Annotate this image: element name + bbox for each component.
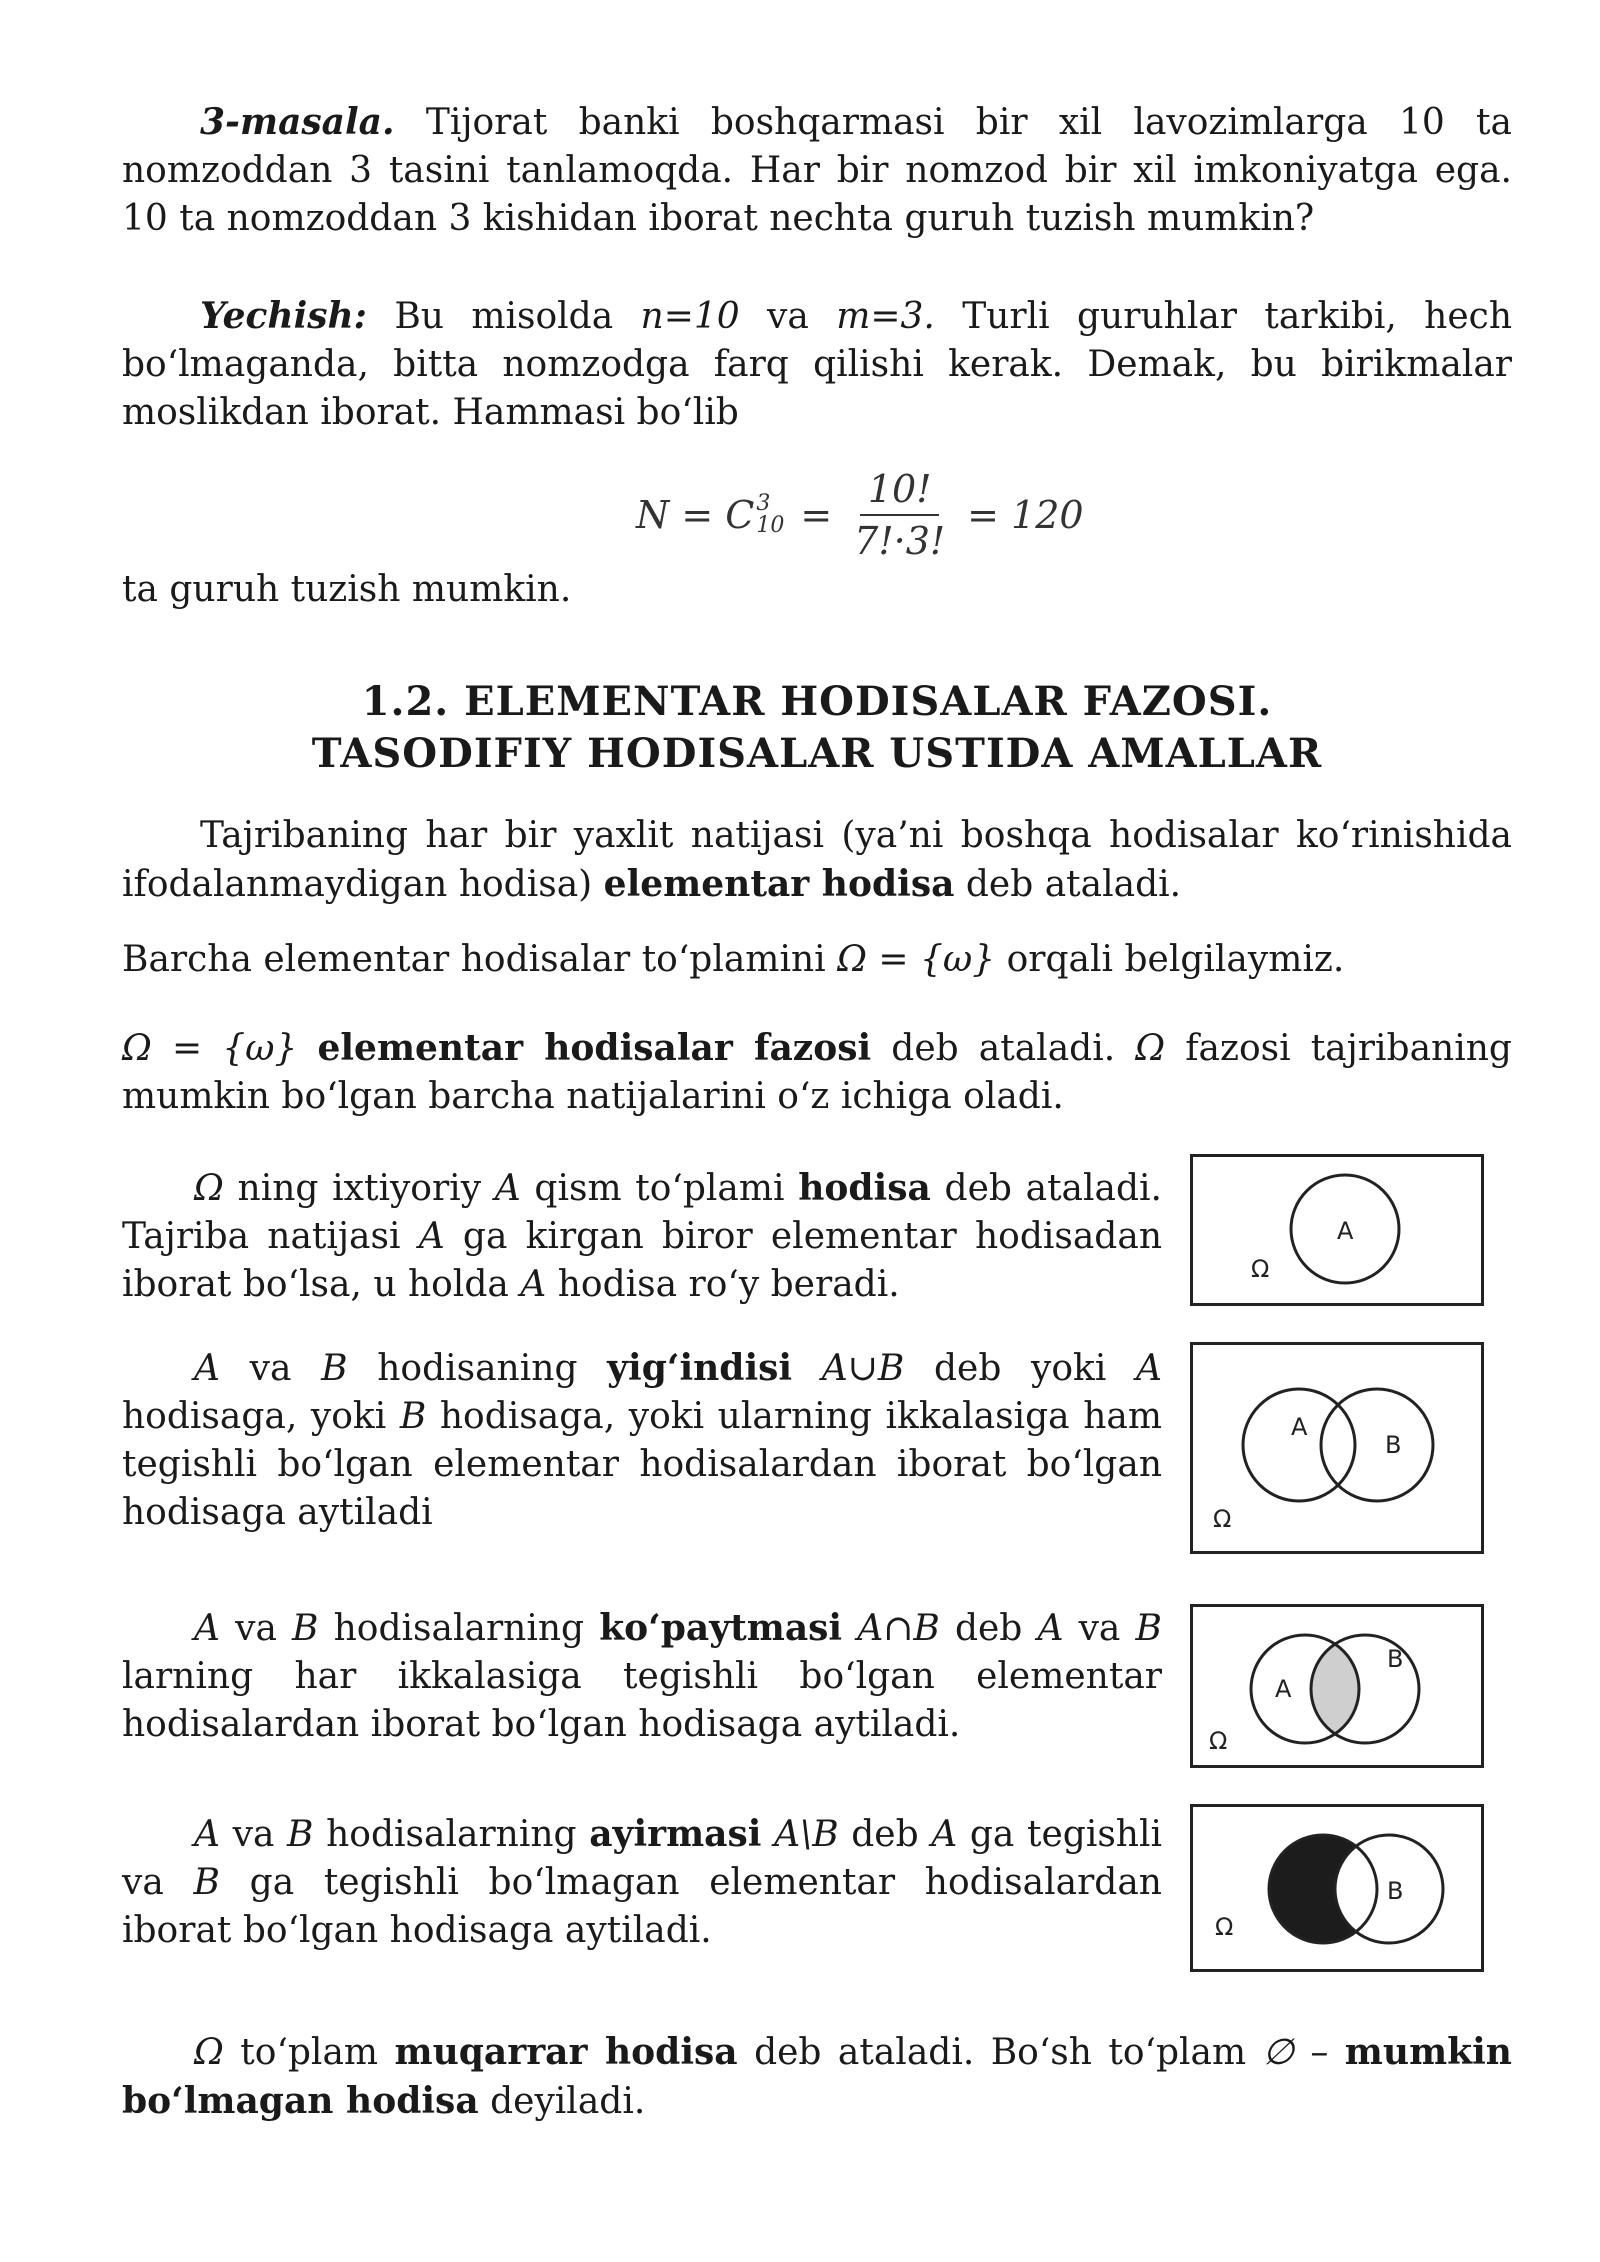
label-omega: Ω [1215, 1913, 1234, 1941]
problem-label: 3-masala. [200, 101, 395, 143]
formula-sup: 3 [756, 491, 771, 516]
label-a: A [1275, 1675, 1292, 1703]
n-value: n=10 [640, 296, 740, 337]
p4-omega: Ω [194, 1168, 224, 1209]
formula-result: = 120 [967, 493, 1084, 537]
label-omega: Ω [1209, 1727, 1228, 1755]
p5-text-d: hodisaga, yoki [122, 1396, 387, 1437]
p8-text-a: to‘plam [240, 2032, 379, 2073]
p8-dash: – [1310, 2032, 1329, 2073]
p5-text-b: hodisaning [377, 1348, 578, 1389]
p2-omega-symbol: Ω = {ω} [837, 939, 996, 980]
p3-text-c: deb ataladi. [891, 1028, 1116, 1069]
label-b: B [1387, 1877, 1404, 1905]
p6-term: ko‘paytmasi [599, 1607, 843, 1649]
formula-sub: 10 [756, 513, 785, 538]
p4-var-a2: A [418, 1216, 445, 1257]
solution-paragraph [122, 292, 1512, 437]
p3-omega-symbol-2: Ω [1135, 1028, 1166, 1069]
p3-text-d: fazosi tajribaning mumkin bo‘lgan barcha natijalarini o‘z ichiga oladi. [122, 1028, 1512, 1117]
label-a: A [1337, 1217, 1354, 1245]
p8-omega: Ω [194, 2032, 224, 2073]
problem-paragraph [122, 98, 1512, 243]
p6-var-a2: A [1037, 1608, 1064, 1649]
p5-text-e: hodisaga, yoki ularning ikkalasiga ham tegishli bo‘lgan elementar hodisalardan iborat bo‘lgan hodisaga aytiladi [122, 1396, 1162, 1533]
formula-denominator: 7!·3! [854, 519, 946, 563]
formula-lhs: N = C [636, 493, 755, 537]
p4-text-c: deb ataladi. Tajriba natijasi [122, 1168, 1162, 1257]
venn-difference-svg [1193, 1807, 1481, 1969]
p7-text-e: ga tegishli bo‘lmagan elementar hodisalardan iborat bo‘lgan hodisaga aytiladi. [122, 1862, 1162, 1951]
p6-intersection-symbol: A∩B [857, 1608, 940, 1649]
intersection-definition [122, 1604, 1162, 1749]
p7-text-c: deb [851, 1814, 919, 1855]
p7-term: ayirmasi [589, 1813, 762, 1855]
p4-text-d: ga kirgan biror elementar hodisadan iborat bo‘lsa, u holda [122, 1216, 1163, 1305]
p6-text-b: hodisalarning [333, 1608, 585, 1649]
union-definition [122, 1344, 1162, 1537]
p7-difference-symbol: A\B [774, 1814, 839, 1855]
section-title-line1: 1.2. ELEMENTAR HODISALAR FAZOSI. [361, 678, 1273, 725]
p7-text-b: hodisalarning [326, 1814, 577, 1855]
difference-definition [122, 1810, 1162, 1955]
definition-elementary-event [122, 812, 1512, 909]
p2-text-b: orqali belgilaymiz. [1006, 939, 1345, 980]
p5-var-b2: B [399, 1396, 427, 1437]
p4-text-a: ning ixtiyoriy [237, 1168, 482, 1209]
venn-union [1190, 1342, 1484, 1554]
p5-term: yig‘indisi [607, 1347, 793, 1389]
formula-equals: = [800, 493, 833, 537]
solution-text-1: Bu misolda [394, 296, 614, 337]
label-omega: Ω [1213, 1505, 1232, 1533]
venn-event-a-svg [1193, 1157, 1481, 1303]
p5-union-symbol: A∪B [821, 1348, 905, 1389]
problem-text: Tijorat banki boshqarmasi bir xil lavozimlarga 10 ta nomzoddan 3 tasini tanlamoqda. Har bir nomzod bir xil imkoniyatga ega. 10 ta nomzoddan 3 kishidan iborat nechta guruh tuzish mumkin? [122, 102, 1512, 239]
solution-text-3: Turli guruhlar tarkibi, hech bo‘lmaganda, bitta nomzodga farq qilishi kerak. Demak, bu birikmalar moslikdan iborat. Hammasi bo‘lib [122, 296, 1513, 433]
label-b: B [1385, 1431, 1402, 1459]
section-title-line2: TASODIFIY HODISALAR USTIDA AMALLAR [311, 730, 1323, 777]
circle-b [1321, 1389, 1433, 1501]
p6-var-b: B [292, 1608, 319, 1649]
venn-intersection [1190, 1604, 1484, 1768]
omega-notation-paragraph [122, 936, 1512, 984]
p7-text-a: va [232, 1814, 275, 1855]
certain-impossible-paragraph [122, 2028, 1512, 2126]
p3-omega-symbol: Ω = {ω} [122, 1028, 298, 1069]
p5-var-a: A [194, 1348, 220, 1389]
venn-difference [1190, 1804, 1484, 1972]
p8-text-c: deyiladi. [490, 2081, 646, 2122]
formula-fraction [846, 464, 953, 566]
p7-text-d: ga tegishli va [122, 1814, 1163, 1903]
p7-var-b: B [287, 1814, 314, 1855]
venn-intersection-svg [1193, 1607, 1481, 1765]
p6-text-d: va [1078, 1608, 1121, 1649]
p8-text-b: deb ataladi. Bo‘sh to‘plam [754, 2032, 1247, 2073]
solution-label: Yechish: [200, 295, 367, 337]
p6-text-e: larning har ikkalasiga tegishli bo‘lgan elementar hodisalardan iborat bo‘lgan hodisaga aytiladi. [122, 1656, 1162, 1745]
solution-text-2: va [767, 296, 809, 337]
p8-empty-set: ∅ [1262, 2032, 1294, 2073]
venn-union-svg [1193, 1345, 1481, 1551]
sample-space-paragraph [122, 1024, 1512, 1121]
p7-var-a: A [194, 1814, 220, 1855]
p6-var-a: A [194, 1608, 220, 1649]
p7-var-b2: B [193, 1862, 220, 1903]
p5-var-b: B [321, 1348, 348, 1389]
p4-var-a3: A [520, 1264, 547, 1305]
p6-text-a: va [235, 1608, 277, 1649]
p1-text-c: deb ataladi. [965, 864, 1182, 905]
p4-text-b: qism to‘plami [534, 1168, 785, 1209]
p1-term: elementar hodisa [603, 863, 955, 905]
p7-var-a2: A [931, 1814, 958, 1855]
p2-text-a: Barcha elementar hodisalar to‘plamini [122, 939, 826, 980]
m-value: m=3. [836, 296, 935, 337]
p8-term-impossible: mumkin bo‘lmagan hodisa [122, 2031, 1512, 2122]
p6-text-c: deb [954, 1608, 1023, 1649]
p3-term: elementar hodisalar fazosi [317, 1027, 872, 1069]
p5-text-c: deb yoki [934, 1348, 1107, 1389]
p4-term: hodisa [798, 1167, 931, 1209]
p8-term-certain: muqarrar hodisa [394, 2031, 738, 2073]
formula-numerator: 10! [860, 464, 940, 516]
label-omega: Ω [1251, 1255, 1270, 1283]
p5-text-a: va [249, 1348, 292, 1389]
p4-text-e: hodisa ro‘y beradi. [557, 1264, 900, 1305]
venn-event-a [1190, 1154, 1484, 1306]
p4-var-a: A [494, 1168, 521, 1209]
p1-text-a: Tajribaning har bir yaxlit natijasi (ya’ni boshqa hodisalar ko‘rinishida ifodalanmaydigan hodisa) [122, 815, 1512, 905]
label-a: A [1291, 1413, 1308, 1441]
formula-indices [756, 493, 784, 537]
combination-formula [636, 460, 1084, 570]
event-definition [122, 1164, 1162, 1309]
p6-var-b2: B [1135, 1608, 1162, 1649]
label-b: B [1387, 1645, 1404, 1673]
p5-var-a2: A [1136, 1348, 1163, 1389]
solution-conclusion: ta guruh tuzish mumkin. [122, 569, 572, 610]
